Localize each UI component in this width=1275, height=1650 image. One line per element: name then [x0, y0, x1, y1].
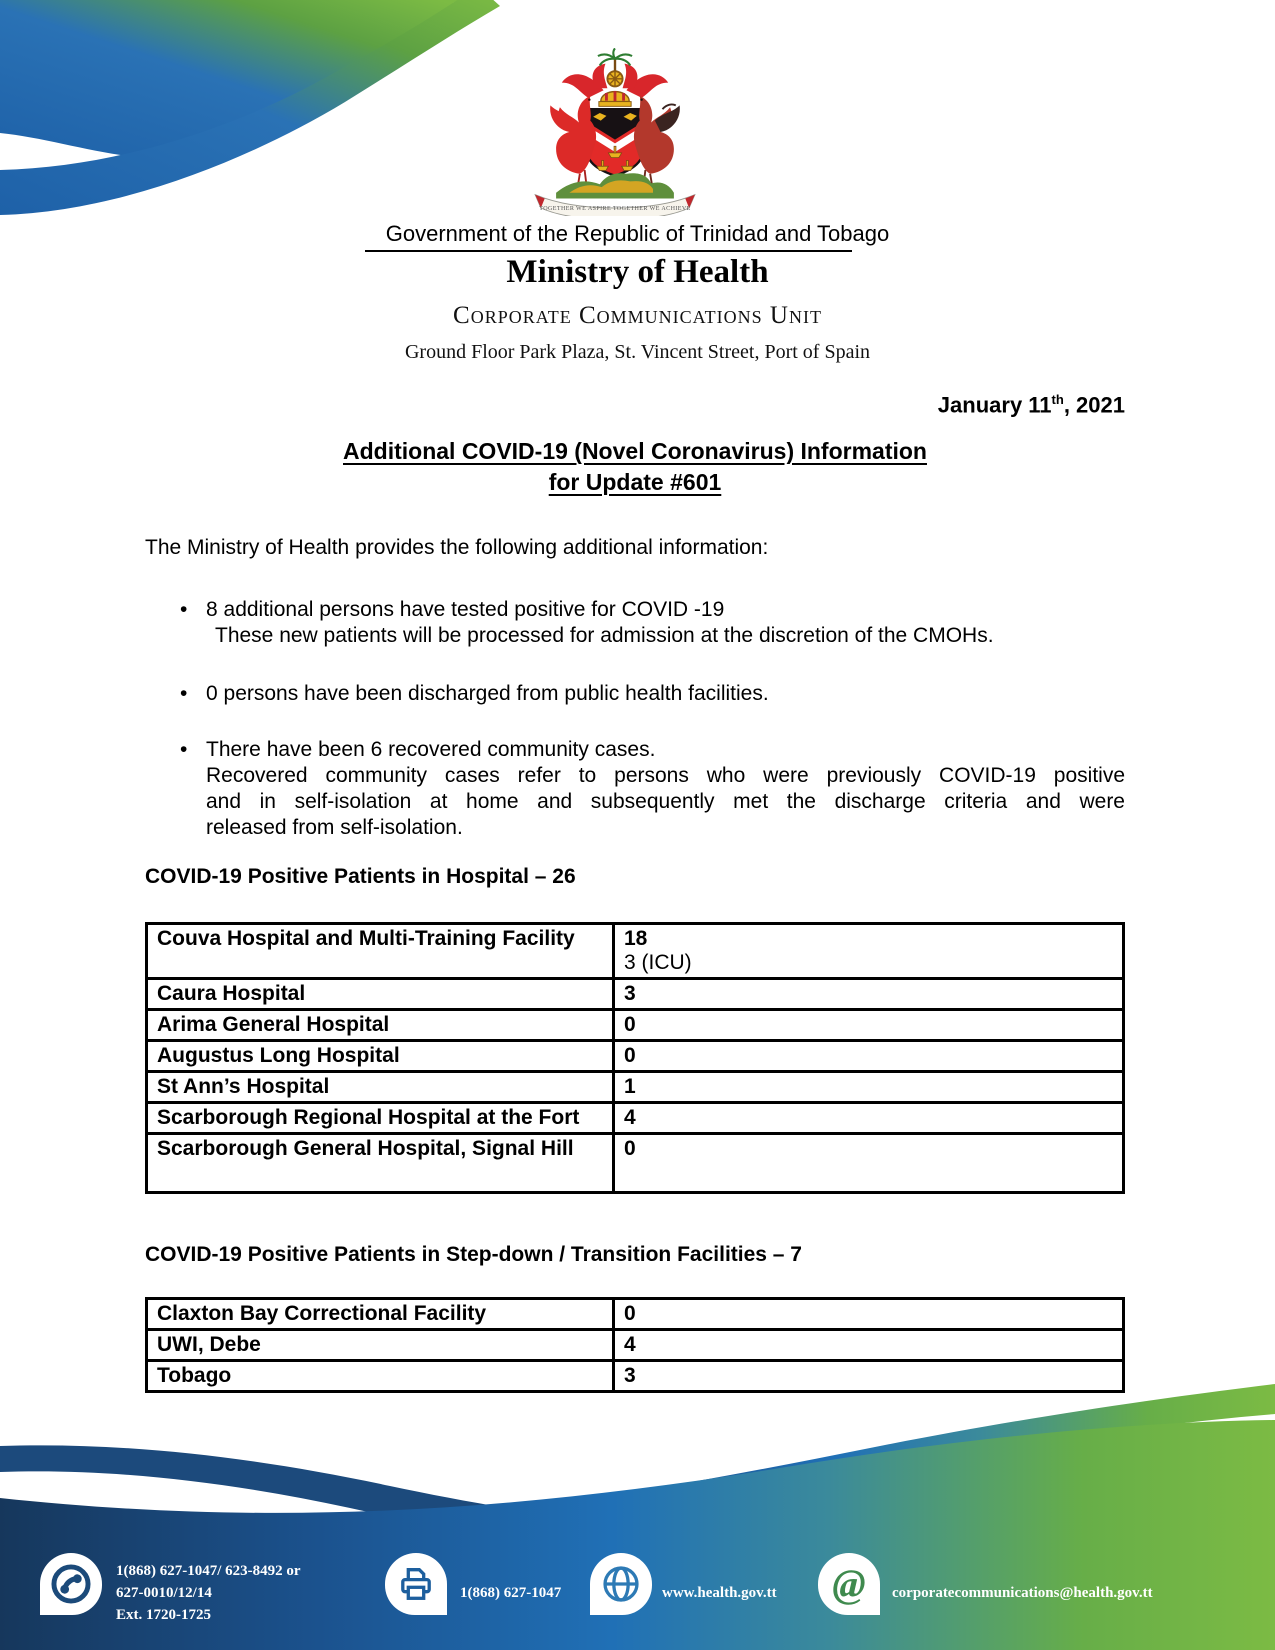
bullet-new-positives: [145, 597, 1125, 649]
facility-cell: St Ann’s Hospital: [147, 1072, 614, 1103]
count-cell: 0: [614, 1010, 1124, 1041]
date-suffix: , 2021: [1063, 392, 1125, 418]
table-row: [147, 979, 1124, 1010]
hospital-table: [145, 922, 1125, 1194]
phone-numbers: [116, 1560, 301, 1626]
title-line1: Additional COVID-19 (Novel Coronavirus) Information: [343, 438, 927, 464]
bullet-line: and in self-isolation at home and subsequently met the discharge criteria and were: [206, 790, 1125, 813]
facility-cell: Arima General Hospital: [147, 1010, 614, 1041]
crown: [599, 91, 631, 106]
table-row: [147, 1103, 1124, 1134]
bullet-line: • 0 persons have been discharged from public health facilities.: [206, 682, 769, 705]
bullet-line: released from self-isolation.: [206, 816, 463, 839]
scarlet-ibis: [550, 96, 596, 185]
document-date: [938, 392, 1125, 418]
header-divider: [365, 250, 852, 252]
document-title: [145, 436, 1125, 498]
table-row: [147, 1330, 1124, 1361]
facility-cell: Couva Hospital and Multi-Training Facility: [147, 924, 614, 979]
table-row: [147, 1041, 1124, 1072]
stepdown-section-heading: COVID-19 Positive Patients in Step-down / Transition Facilities – 7: [145, 1243, 802, 1266]
at-icon: [818, 1553, 880, 1615]
bullet-recovered: [145, 737, 1125, 841]
date-prefix: January 11: [937, 392, 1052, 418]
count-cell: 1: [614, 1072, 1124, 1103]
intro-paragraph: The Ministry of Health provides the following additional information:: [145, 536, 769, 559]
header-swoosh-graphic: [0, 0, 500, 236]
count-cell: 3: [614, 1361, 1124, 1392]
cocrico-bird: [634, 96, 680, 185]
facility-cell: Caura Hospital: [147, 979, 614, 1010]
table-row: [147, 1072, 1124, 1103]
mound-hills: [556, 173, 674, 198]
date-ordinal: th: [1051, 392, 1064, 407]
government-line: Government of the Republic of Trinidad and Tobago: [385, 221, 890, 246]
phone-icon: [40, 1553, 102, 1615]
phone-line: Ext. 1720-1725: [116, 1607, 211, 1623]
count-cell: 3: [614, 979, 1124, 1010]
title-line2: for Update #601: [548, 469, 722, 495]
table-row: [147, 1134, 1124, 1193]
count-cell: 0: [614, 1041, 1124, 1072]
facility-cell: Tobago: [147, 1361, 614, 1392]
count-icu-value: 3 (ICU): [624, 951, 692, 974]
table-row: [147, 1010, 1124, 1041]
at-symbol: @: [832, 1561, 866, 1606]
printer-icon: [385, 1553, 447, 1615]
website-url: www.health.gov.tt: [662, 1585, 777, 1601]
count-cell: [614, 924, 1124, 979]
count-cell: 0: [614, 1134, 1124, 1193]
facility-cell: Scarborough Regional Hospital at the Fort: [147, 1103, 614, 1134]
phone-line: 627-0010/12/14: [116, 1585, 212, 1601]
unit-title: Corporate Communications Unit: [453, 302, 822, 329]
bullet-line: • There have been 6 recovered community cases.: [206, 738, 656, 761]
globe-icon: [590, 1553, 652, 1615]
email-address: corporatecommunications@health.gov.tt: [892, 1585, 1153, 1601]
facility-cell: Scarborough General Hospital, Signal Hill: [147, 1134, 614, 1193]
fax-number: 1(868) 627-1047: [460, 1585, 562, 1601]
facility-cell: UWI, Debe: [147, 1330, 614, 1361]
coat-of-arms: [520, 48, 710, 216]
motto-text: TOGETHER WE ASPIRE TOGETHER WE ACHIEVE: [539, 205, 691, 212]
ships-wheel: [607, 71, 622, 86]
facility-cell: Augustus Long Hospital: [147, 1041, 614, 1072]
facility-cell: Claxton Bay Correctional Facility: [147, 1299, 614, 1330]
count-cell: 4: [614, 1330, 1124, 1361]
table-row: [147, 1299, 1124, 1330]
bullet-line: These new patients will be processed for admission at the discretion of the CMOHs.: [215, 624, 994, 647]
ministry-title: Ministry of Health: [506, 254, 769, 290]
count-cell: 0: [614, 1299, 1124, 1330]
address-line: Ground Floor Park Plaza, St. Vincent Street, Port of Spain: [404, 341, 871, 363]
bullet-discharged: [145, 681, 1125, 707]
count-value: 18: [624, 927, 648, 950]
phone-line: 1(868) 627-1047/ 623-8492 or: [116, 1563, 301, 1579]
table-row: [147, 924, 1124, 979]
bullet-line: • 8 additional persons have tested positive for COVID -19: [206, 598, 725, 621]
count-cell: 4: [614, 1103, 1124, 1134]
hospital-section-heading: COVID-19 Positive Patients in Hospital – 26: [145, 865, 576, 888]
bullet-line: Recovered community cases refer to persons who were previously COVID-19 positive: [206, 764, 1125, 787]
